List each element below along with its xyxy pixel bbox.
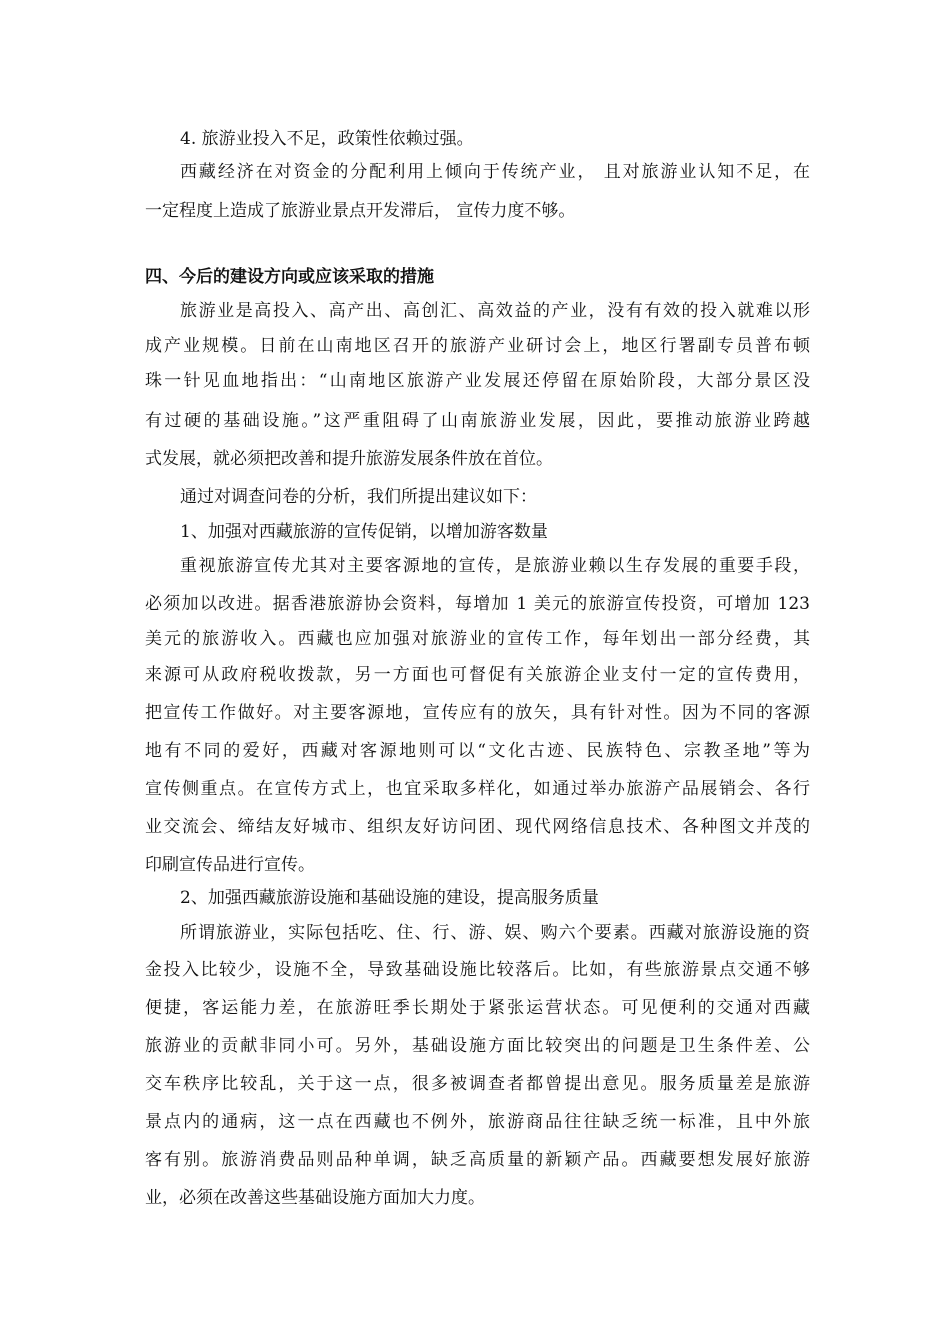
paragraph-line: 把宣传工作做好。对主要客源地，宣传应有的放矢，具有针对性。因为不同的客源 (145, 703, 810, 723)
paragraph-line: 地有不同的爱好，西藏对客源地则可以“文化古迹、民族特色、宗教圣地”等为 (145, 741, 810, 761)
paragraph-line: 必须加以改进。据香港旅游协会资料，每增加 1 美元的旅游宣传投资，可增加 123 (145, 594, 810, 614)
paragraph-line: 式发展，就必须把改善和提升旅游发展条件放在首位。 (145, 449, 553, 469)
paragraph-line: 印刷宣传品进行宣传。 (145, 855, 315, 875)
paragraph-line: 旅游业的贡献非同小可。另外，基础设施方面比较突出的问题是卫生条件差、公 (145, 1036, 810, 1056)
item4-title: 4. 旅游业投入不足，政策性依赖过强。 (180, 129, 474, 149)
paragraph-line: 成产业规模。日前在山南地区召开的旅游产业研讨会上，地区行署副专员普布顿 (145, 336, 810, 356)
paragraph-line: 有过硬的基础设施。”这严重阻碍了山南旅游业发展，因此，要推动旅游业跨越 (145, 411, 810, 431)
paragraph-line: 旅游业是高投入、高产出、高创汇、高效益的产业，没有有效的投入就难以形 (180, 301, 810, 321)
paragraph-line: 一定程度上造成了旅游业景点开发滞后， 宣传力度不够。 (145, 201, 576, 221)
paragraph-line: 客有别。旅游消费品则品种单调，缺乏高质量的新颖产品。西藏要想发展好旅游 (145, 1150, 810, 1170)
paragraph-line: 西藏经济在对资金的分配利用上倾向于传统产业， 且对旅游业认知不足，在 (180, 162, 810, 182)
paragraph-line: 金投入比较少，设施不全，导致基础设施比较落后。比如，有些旅游景点交通不够 (145, 960, 810, 980)
paragraph-line: 来源可从政府税收拨款，另一方面也可督促有关旅游企业支付一定的宣传费用， (145, 665, 810, 685)
paragraph-line: 交车秩序比较乱，关于这一点，很多被调查者都曾提出意见。服务质量差是旅游 (145, 1074, 810, 1094)
survey-line: 通过对调查问卷的分析，我们所提出建议如下： (180, 487, 537, 507)
paragraph-line: 便捷，客运能力差，在旅游旺季长期处于紧张运营状态。可见便利的交通对西藏 (145, 998, 810, 1018)
paragraph-line: 所谓旅游业，实际包括吃、住、行、游、娱、购六个要素。西藏对旅游设施的资 (180, 923, 810, 943)
paragraph-line: 景点内的通病，这一点在西藏也不例外，旅游商品往往缺乏统一标准，且中外旅 (145, 1112, 810, 1132)
paragraph-line: 宣传侧重点。在宣传方式上，也宜采取多样化，如通过举办旅游产品展销会、各行 (145, 779, 810, 799)
item2-title: 2、加强西藏旅游设施和基础设施的建设，提高服务质量 (180, 888, 599, 908)
section-heading: 四、今后的建设方向或应该采取的措施 (145, 267, 434, 287)
paragraph-line: 美元的旅游收入。西藏也应加强对旅游业的宣传工作，每年划出一部分经费，其 (145, 629, 810, 649)
paragraph-line: 业，必须在改善这些基础设施方面加大力度。 (145, 1188, 485, 1208)
paragraph-line: 重视旅游宣传尤其对主要客源地的宣传，是旅游业赖以生存发展的重要手段， (180, 556, 810, 576)
paragraph-line: 珠一针见血地指出：“山南地区旅游产业发展还停留在原始阶段，大部分景区没 (145, 371, 810, 391)
paragraph-line: 业交流会、缔结友好城市、组织友好访问团、现代网络信息技术、各种图文并茂的 (145, 817, 810, 837)
item1-title: 1、加强对西藏旅游的宣传促销，以增加游客数量 (180, 522, 548, 542)
